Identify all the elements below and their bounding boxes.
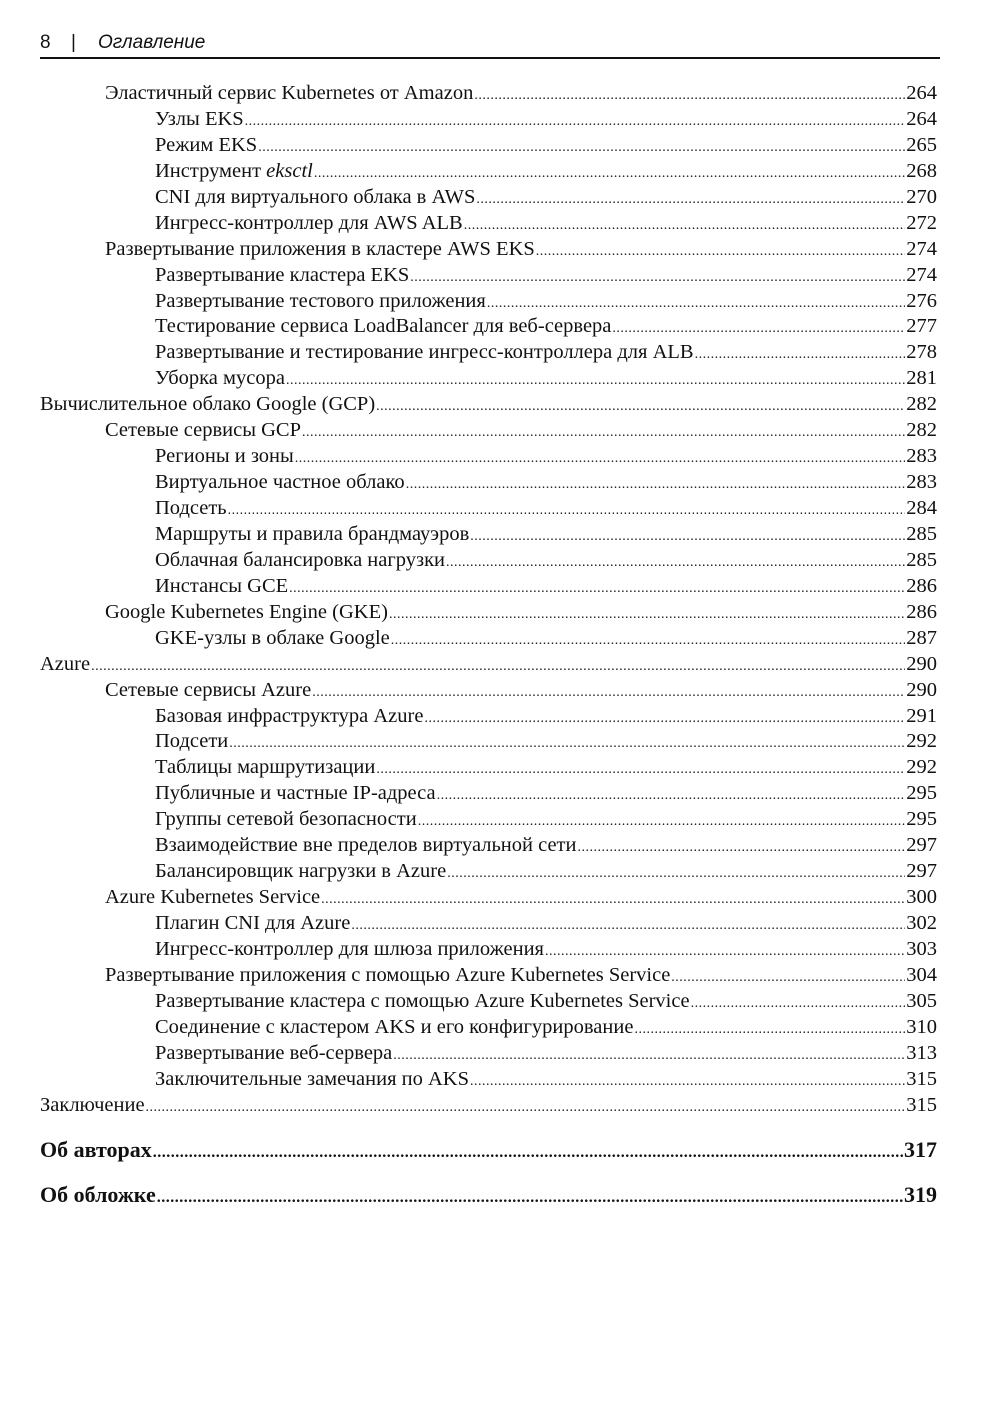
dot-leader xyxy=(376,394,905,420)
toc-entry xyxy=(40,81,937,107)
dot-leader xyxy=(691,991,906,1017)
toc-entry-title xyxy=(155,626,390,652)
dot-leader xyxy=(91,654,905,680)
dot-leader xyxy=(312,680,905,706)
toc-entry-page-number: 283 xyxy=(906,445,937,468)
toc-entry xyxy=(40,1067,937,1093)
toc-entry-title-text: Сетевые сервисы GCP xyxy=(105,419,301,442)
dot-leader xyxy=(393,1043,905,1069)
toc-entry-title-text: Развертывание тестового приложения xyxy=(155,289,486,312)
toc-entry xyxy=(40,755,937,781)
dot-leader xyxy=(410,265,905,291)
toc-entry xyxy=(40,989,937,1015)
toc-entry xyxy=(40,1093,937,1119)
toc-entry-page-number: 264 xyxy=(906,82,937,104)
toc-entry xyxy=(40,781,937,807)
toc-entry-title xyxy=(155,548,445,574)
dot-leader xyxy=(376,757,905,783)
toc-entry-title-text: Соединение с кластером AKS и его конфигурирование xyxy=(155,1015,634,1038)
header-separator: | xyxy=(71,32,76,53)
toc-entry-page-number: 270 xyxy=(906,185,937,208)
dot-leader xyxy=(228,498,906,524)
toc-entry-title-text: Маршруты и правила брандмауэров xyxy=(155,522,470,545)
toc-entry-title-text: Сетевые сервисы Azure xyxy=(105,678,312,701)
toc-bold-entry-authors-block xyxy=(40,1135,937,1165)
toc-entry-title xyxy=(155,729,228,755)
toc-entry-title-text: Балансировщик нагрузки в Azure xyxy=(155,860,447,883)
toc-entry-title-text: Вычислительное облако Google (GCP) xyxy=(40,393,376,416)
table-of-contents xyxy=(40,81,937,1119)
toc-entry-page-number: 284 xyxy=(906,497,937,519)
dot-leader xyxy=(153,1138,903,1168)
toc-entry-title-text: Виртуальное частное облако xyxy=(155,471,405,494)
toc-entry xyxy=(40,729,937,755)
dot-leader xyxy=(289,576,905,602)
toc-entry-page-number: 274 xyxy=(906,237,937,260)
toc-entry xyxy=(40,237,937,263)
toc-entry-title-text: GKE-узлы в облаке Google xyxy=(155,626,390,649)
dot-leader xyxy=(474,83,905,109)
toc-entry-title-text: Заключение xyxy=(40,1093,145,1116)
dot-leader xyxy=(406,472,906,498)
toc-entry-title-text: Google Kubernetes Engine (GKE) xyxy=(105,600,388,623)
dot-leader xyxy=(470,524,905,550)
toc-entry-page-number: 295 xyxy=(906,782,937,805)
toc-entry xyxy=(40,133,937,159)
toc-entry xyxy=(40,885,937,911)
toc-entry xyxy=(40,859,937,885)
toc-entry-title-text: Узлы EKS xyxy=(155,107,244,130)
toc-entry-title xyxy=(40,1180,156,1210)
toc-entry-title xyxy=(155,911,350,937)
toc-entry-page-number: 274 xyxy=(906,263,937,286)
dot-leader xyxy=(391,628,905,654)
toc-entry-title-italic: eksctl xyxy=(266,159,313,182)
toc-entry-title-text: Плагин CNI для Azure xyxy=(155,912,351,934)
dot-leader xyxy=(229,731,905,757)
toc-entry xyxy=(40,678,937,704)
toc-entry-title xyxy=(155,937,544,963)
dot-leader xyxy=(418,809,906,835)
toc-entry xyxy=(40,159,937,185)
toc-entry-title xyxy=(155,314,611,340)
toc-entry xyxy=(40,107,937,133)
toc-entry-page-number: 265 xyxy=(906,133,937,156)
toc-entry xyxy=(40,1135,937,1165)
toc-entry-page-number: 313 xyxy=(906,1041,937,1064)
toc-entry xyxy=(40,574,937,600)
dot-leader xyxy=(634,1017,905,1043)
toc-entry-page-number: 304 xyxy=(906,963,937,986)
toc-entry-title-text: Подсеть xyxy=(155,497,227,519)
toc-entry-title-text: Взаимодействие вне пределов виртуальной сети xyxy=(155,834,577,857)
toc-entry xyxy=(40,470,937,496)
toc-entry xyxy=(40,444,937,470)
dot-leader xyxy=(351,913,905,939)
dot-leader xyxy=(437,783,906,809)
toc-entry-page-number: 300 xyxy=(906,886,937,909)
toc-entry-title-text: Инструмент xyxy=(155,159,262,182)
dot-leader xyxy=(470,1069,905,1095)
toc-entry-page-number: 297 xyxy=(906,834,937,857)
toc-entry-page-number: 295 xyxy=(906,808,937,831)
toc-entry-title xyxy=(155,1041,392,1067)
toc-entry-page-number: 282 xyxy=(906,393,937,416)
toc-entry-page-number: 303 xyxy=(906,937,937,960)
toc-entry-title xyxy=(155,366,285,392)
dot-leader xyxy=(447,861,905,887)
toc-entry-title-text: Эластичный сервис Kubernetes от Amazon xyxy=(105,82,474,104)
toc-entry-title-text: Регионы и зоны xyxy=(155,445,294,468)
toc-entry-title xyxy=(155,444,294,470)
header-rule xyxy=(40,57,940,59)
toc-entry-page-number: 285 xyxy=(906,522,937,545)
toc-entry-page-number: 281 xyxy=(906,367,937,390)
dot-leader xyxy=(157,1183,903,1213)
dot-leader xyxy=(286,368,905,394)
toc-entry-page-number: 302 xyxy=(906,912,937,934)
toc-entry-page-number: 315 xyxy=(906,1067,937,1090)
toc-entry-page-number: 277 xyxy=(906,315,937,338)
toc-entry-title-text: Уборка мусора xyxy=(155,367,285,390)
toc-entry-title xyxy=(155,1015,633,1041)
toc-entry xyxy=(40,963,937,989)
toc-entry-page-number: 290 xyxy=(906,652,937,675)
toc-entry-title-text: Группы сетевой безопасности xyxy=(155,808,417,831)
toc-entry xyxy=(40,522,937,548)
toc-entry-title xyxy=(105,600,388,626)
toc-entry xyxy=(40,600,937,626)
toc-entry xyxy=(40,704,937,730)
toc-entry-title xyxy=(105,237,535,263)
toc-entry-title-text: Об обложке xyxy=(40,1182,156,1207)
toc-entry-page-number: 268 xyxy=(906,159,937,182)
toc-entry-title xyxy=(155,107,244,133)
toc-entry-title xyxy=(40,1093,145,1119)
toc-entry-page-number: 286 xyxy=(906,574,937,597)
toc-entry-title xyxy=(40,392,375,418)
toc-entry-title-text: CNI для виртуального облака в AWS xyxy=(155,185,476,208)
toc-entry-page-number: 315 xyxy=(906,1093,937,1116)
toc-entry-page-number: 297 xyxy=(906,860,937,883)
toc-entry-title-text: Публичные и частные IP-адреса xyxy=(155,782,436,805)
toc-entry-title-text: Развертывание приложения с помощью Azure Kubernetes Service xyxy=(105,963,671,986)
dot-leader xyxy=(302,420,905,446)
toc-entry-page-number: 317 xyxy=(904,1137,937,1162)
toc-entry-page-number: 290 xyxy=(906,678,937,701)
toc-entry-title xyxy=(155,833,577,859)
toc-entry xyxy=(40,289,937,315)
toc-entry-title-text: Развертывание кластера с помощью Azure Kubernetes Service xyxy=(155,989,690,1012)
toc-entry-page-number: 278 xyxy=(906,341,937,364)
toc-entry-title xyxy=(155,340,694,366)
dot-leader xyxy=(314,161,905,187)
toc-entry xyxy=(40,314,937,340)
dot-leader xyxy=(464,213,906,239)
toc-entry-title xyxy=(105,885,320,911)
toc-entry-page-number: 292 xyxy=(906,730,937,753)
toc-entry-title xyxy=(155,781,436,807)
toc-entry-title xyxy=(155,755,375,781)
dot-leader xyxy=(321,887,905,913)
toc-entry-title-text: Об авторах xyxy=(40,1137,152,1162)
toc-entry xyxy=(40,1180,937,1210)
toc-entry xyxy=(40,211,937,237)
toc-entry-title-text: Azure xyxy=(40,652,91,675)
toc-entry-title-text: Развертывание приложения в кластере AWS EKS xyxy=(105,237,535,260)
dot-leader xyxy=(578,835,906,861)
toc-entry-title xyxy=(155,859,446,885)
toc-entry xyxy=(40,496,937,522)
toc-entry-title xyxy=(155,289,486,315)
toc-entry-title xyxy=(105,81,473,107)
toc-entry-title xyxy=(105,963,670,989)
toc-entry-page-number: 276 xyxy=(906,289,937,312)
dot-leader xyxy=(295,446,905,472)
toc-entry-title-text: Заключительные замечания по AKS xyxy=(155,1067,469,1090)
toc-entry-title-text: Развертывание кластера EKS xyxy=(155,263,410,286)
toc-entry-title-text: Режим EKS xyxy=(155,133,258,156)
toc-entry-title xyxy=(155,522,469,548)
toc-entry-title xyxy=(155,470,405,496)
toc-entry-title-text: Инстансы GCE xyxy=(155,574,289,597)
toc-entry-page-number: 310 xyxy=(906,1015,937,1038)
toc-entry xyxy=(40,418,937,444)
dot-leader xyxy=(446,550,905,576)
toc-entry-title-text: Развертывание веб-сервера xyxy=(155,1041,393,1064)
toc-entry-title xyxy=(155,211,463,237)
toc-entry xyxy=(40,366,937,392)
toc-entry-page-number: 285 xyxy=(906,548,937,571)
toc-entry-title-text: Ингресс-контроллер для шлюза приложения xyxy=(155,937,544,960)
dot-leader xyxy=(389,602,905,628)
toc-bold-entry-cover-block xyxy=(40,1180,937,1210)
toc-entry-page-number: 286 xyxy=(906,600,937,623)
running-header xyxy=(40,30,940,58)
toc-entry-title-text: Таблицы маршрутизации xyxy=(155,756,376,779)
toc-entry-title-text: Ингресс-контроллер для AWS ALB xyxy=(155,211,463,234)
toc-entry xyxy=(40,807,937,833)
toc-entry-title-text: Azure Kubernetes Service xyxy=(105,886,321,909)
dot-leader xyxy=(245,109,906,135)
toc-entry xyxy=(40,548,937,574)
toc-entry-title xyxy=(105,418,301,444)
toc-entry-title xyxy=(155,704,423,730)
dot-leader xyxy=(424,706,905,732)
toc-entry-page-number: 305 xyxy=(906,989,937,1012)
dot-leader xyxy=(695,342,906,368)
toc-entry xyxy=(40,392,937,418)
toc-entry-title-text: Подсети xyxy=(155,730,229,753)
toc-entry-title xyxy=(105,678,311,704)
toc-entry xyxy=(40,340,937,366)
toc-entry-page-number: 264 xyxy=(906,107,937,130)
toc-entry-page-number: 291 xyxy=(906,704,937,727)
toc-entry-title-text: Развертывание и тестирование ингресс-контроллера для ALB xyxy=(155,341,694,364)
toc-entry-title xyxy=(155,159,313,185)
toc-entry-page-number: 319 xyxy=(904,1182,937,1207)
header-page-number: 8 xyxy=(40,32,51,53)
toc-entry-title xyxy=(155,496,227,522)
dot-leader xyxy=(545,939,905,965)
toc-entry xyxy=(40,185,937,211)
toc-entry xyxy=(40,911,937,937)
toc-entry-title-text: Облачная балансировка нагрузки xyxy=(155,548,446,571)
dot-leader xyxy=(258,135,905,161)
toc-entry xyxy=(40,263,937,289)
toc-entry xyxy=(40,1015,937,1041)
dot-leader xyxy=(146,1095,906,1121)
toc-entry-page-number: 272 xyxy=(906,211,937,234)
toc-entry-title xyxy=(155,807,417,833)
toc-entry-page-number: 292 xyxy=(906,756,937,779)
toc-entry-title xyxy=(40,652,90,678)
toc-entry xyxy=(40,652,937,678)
toc-entry-page-number: 283 xyxy=(906,471,937,494)
dot-leader xyxy=(612,316,905,342)
dot-leader xyxy=(476,187,905,213)
dot-leader xyxy=(671,965,905,991)
toc-entry xyxy=(40,1041,937,1067)
dot-leader xyxy=(487,291,905,317)
toc-entry-title xyxy=(155,574,288,600)
toc-entry-title xyxy=(155,989,690,1015)
toc-entry-title xyxy=(155,1067,469,1093)
toc-entry-title-text: Тестирование сервиса LoadBalancer для веб-сервера xyxy=(155,315,612,338)
toc-entry-title xyxy=(155,133,257,159)
toc-entry xyxy=(40,833,937,859)
dot-leader xyxy=(536,239,905,265)
toc-entry xyxy=(40,626,937,652)
header-title: Оглавление xyxy=(98,32,206,53)
toc-entry-title-text: Базовая инфраструктура Azure xyxy=(155,704,424,727)
toc-entry-title xyxy=(155,263,409,289)
toc-entry-page-number: 287 xyxy=(906,626,937,649)
toc-entry-title xyxy=(155,185,475,211)
toc-entry-title xyxy=(40,1135,152,1165)
toc-entry-page-number: 282 xyxy=(906,419,937,442)
toc-entry xyxy=(40,937,937,963)
